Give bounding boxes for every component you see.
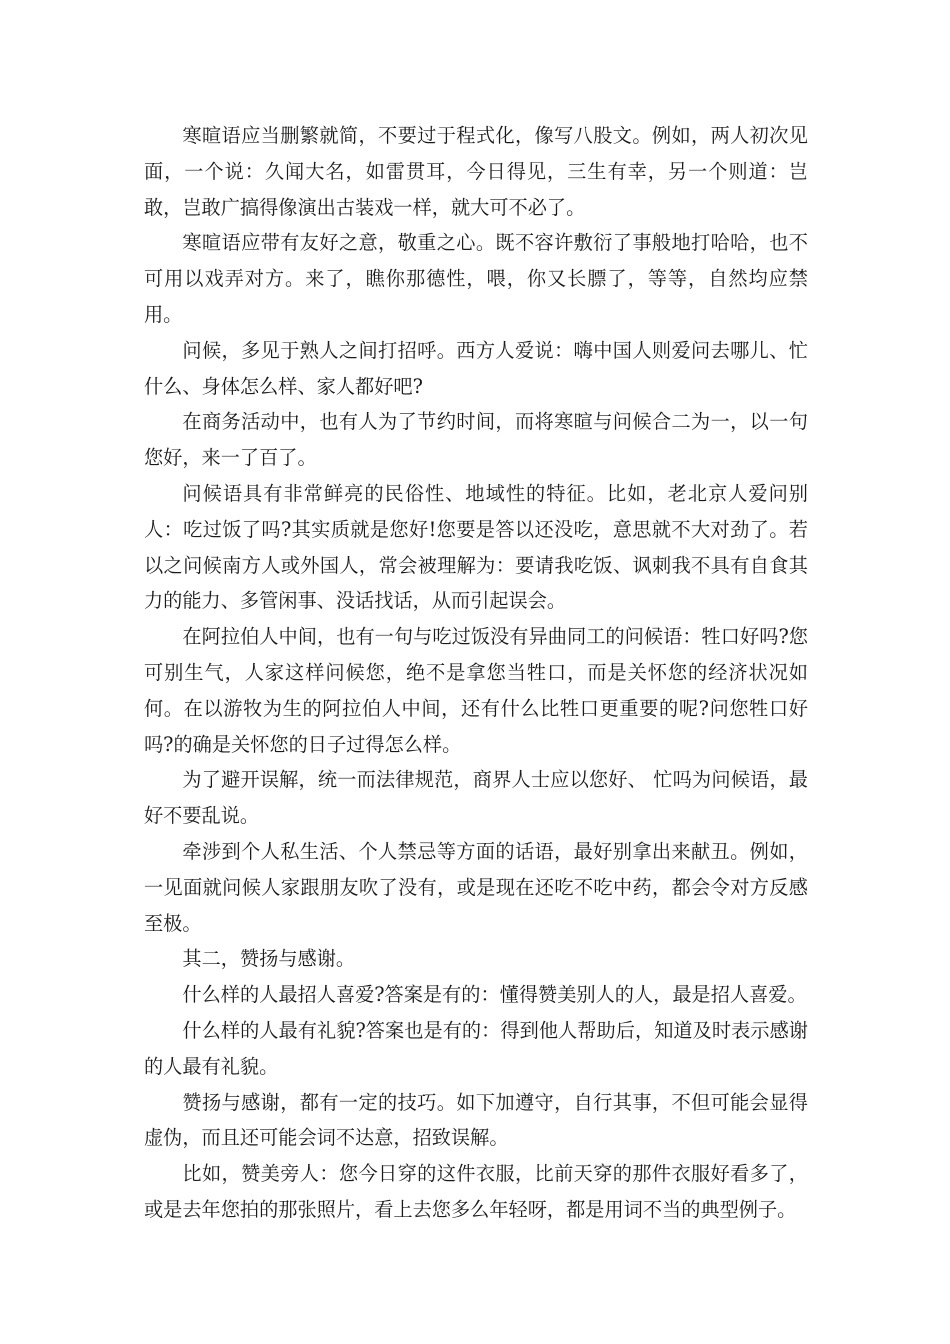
paragraph: 什么样的人最有礼貌?答案也是有的：得到他人帮助后，知道及时表示感谢的人最有礼貌。	[144, 1018, 808, 1078]
document-body	[144, 118, 808, 1228]
paragraph: 比如，赞美旁人：您今日穿的这件衣服，比前天穿的那件衣服好看多了，或是去年您拍的那张照片，看上去您多么年轻呀，都是用词不当的典型例子。	[144, 1162, 808, 1221]
paragraph: 在阿拉伯人中间，也有一句与吃过饭没有异曲同工的问候语：牲口好吗?您可别生气，人家这样问候您，绝不是拿您当牲口，而是关怀您的经济状况如何。在以游牧为生的阿拉伯人中间，还有什么比牲口更重要的呢?问您牲口好吗?的确是关怀您的日子过得怎么样。	[144, 625, 808, 756]
paragraph: 什么样的人最招人喜爱?答案是有的：懂得赞美别人的人，最是招人喜爱。	[182, 983, 807, 1007]
paragraph: 赞扬与感谢，都有一定的技巧。如下加遵守，自行其事，不但可能会显得虚伪，而且还可能会词不达意，招致误解。	[144, 1090, 808, 1150]
paragraph: 为了避开误解，统一而法律规范，商界人士应以您好、 忙吗为问候语，最好不要乱说。	[144, 768, 808, 828]
paragraph: 牵涉到个人私生活、个人禁忌等方面的话语，最好别拿出来献丑。例如，一见面就问候人家跟朋友吹了没有，或是现在还吃不吃中药，都会令对方反感至极。	[144, 839, 808, 935]
section-heading: 其二，赞扬与感谢。	[182, 947, 356, 971]
paragraph: 寒暄语应当删繁就简，不要过于程式化，像写八股文。例如，两人初次见面，一个说：久闻大名，如雷贯耳，今日得见，三生有幸，另一个则道：岂敢，岂敢广搞得像演出古装戏一样，就大可不必了。	[144, 124, 808, 219]
paragraph: 问候，多见于熟人之间打招呼。西方人爱说：嗨中国人则爱问去哪儿、忙什么、身体怎么样、家人都好吧?	[144, 338, 808, 398]
paragraph: 寒暄语应带有友好之意，敬重之心。既不容许敷衍了事般地打哈哈，也不可用以戏弄对方。来了，瞧你那德性，喂，你又长膘了，等等，自然均应禁用。	[144, 231, 808, 326]
paragraph: 在商务活动中，也有人为了节约时间，而将寒暄与问候合二为一，以一句您好，来一了百了。	[144, 410, 808, 470]
paragraph: 问候语具有非常鲜亮的民俗性、地域性的特征。比如，老北京人爱问别人：吃过饭了吗?其实质就是您好!您要是答以还没吃，意思就不大对劲了。若以之问候南方人或外国人，常会被理解为：要请我吃饭、讽刺我不具有自食其力的能力、多管闲事、没话找话，从而引起误会。	[144, 481, 808, 613]
